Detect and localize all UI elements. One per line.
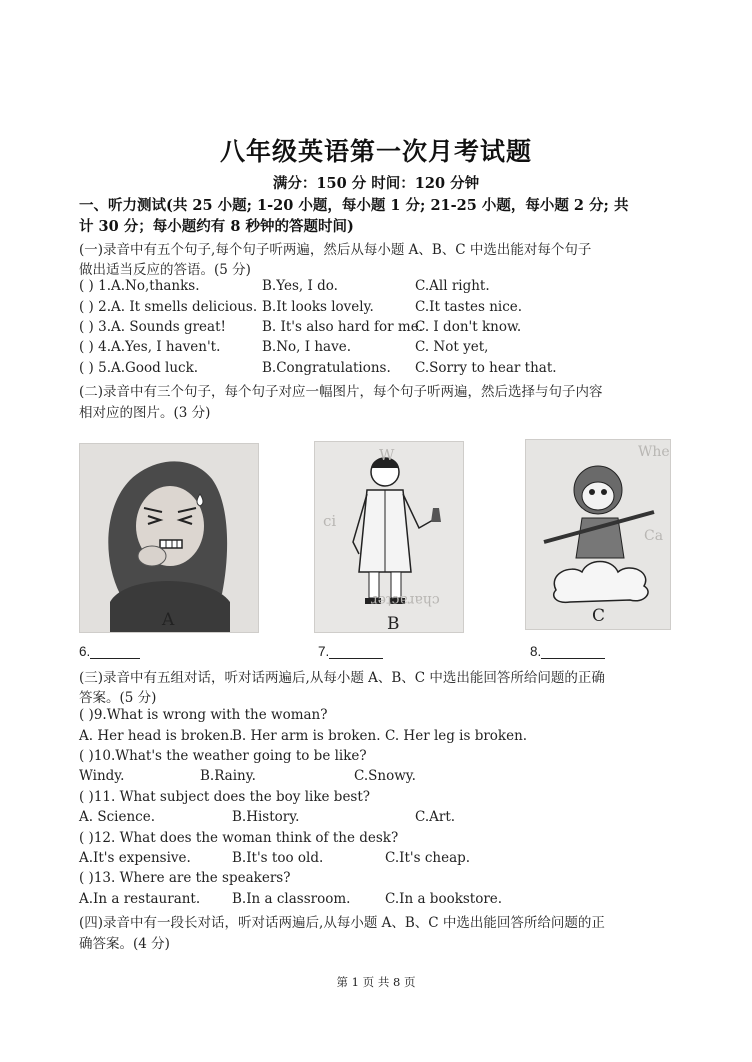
part4-instruction-line2: 确答案。(4 分): [79, 936, 170, 952]
question-1-option-c: C.All right.: [415, 278, 490, 294]
question-9: ( )9.What is wrong with the woman?: [79, 707, 328, 723]
question-11-option-c: C.Art.: [415, 809, 456, 825]
question-13-option-c: C.In a bookstore.: [385, 891, 503, 907]
question-11-option-b: B.History.: [232, 809, 300, 825]
part1-instruction-line1: (一)录音中有五个句子,每个句子听两遍，然后从每小题 A、B、C 中选出能对每个句子: [79, 242, 592, 258]
question-10-option-b: B.Rainy.: [200, 768, 256, 784]
question-4: ( ) 4.A.Yes, I haven't.: [79, 339, 221, 355]
question-1-option-b: B.Yes, I do.: [262, 278, 338, 294]
part3-instruction-line2: 答案。(5 分): [79, 690, 157, 706]
part2-instruction-line2: 相对应的图片。(3 分): [79, 405, 211, 421]
picture-c-bg-text-1: Whe: [638, 444, 670, 460]
picture-b-label: B: [387, 614, 400, 633]
question-10-option-a: Windy.: [79, 768, 125, 784]
picture-c-bg-text-2: Ca: [644, 528, 664, 544]
exam-title: 八年级英语第一次月考试题: [219, 137, 532, 166]
answer-blank-7[interactable]: 7.: [318, 644, 383, 659]
part2-instruction-line1: (二)录音中有三个句子，每个句子对应一幅图片，每个句子听两遍，然后选择与句子内容: [79, 384, 603, 400]
question-12-option-c: C.It's cheap.: [385, 850, 471, 866]
question-9-option-b: B. Her arm is broken.: [232, 728, 381, 744]
question-4-option-b: B.No, I have.: [262, 339, 352, 355]
question-3-option-c: C. I don't know.: [415, 319, 522, 335]
question-12-option-a: A.It's expensive.: [79, 850, 191, 866]
question-12-option-b: B.It's too old.: [232, 850, 324, 866]
part1-instruction-line2: 做出适当反应的答语。(5 分): [79, 262, 251, 278]
picture-b-bg-text-3: character: [371, 592, 440, 608]
answer-blank-6[interactable]: 6.: [79, 644, 140, 659]
question-2: ( ) 2.A. It smells delicious.: [79, 299, 258, 315]
question-13-option-a: A.In a restaurant.: [79, 891, 201, 907]
nervous-woman-illustration: [80, 444, 259, 633]
question-3: ( ) 3.A. Sounds great!: [79, 319, 226, 335]
question-13-option-b: B.In a classroom.: [232, 891, 351, 907]
score-time-line: 满分：150 分 时间：120 分钟: [272, 175, 480, 192]
section-heading-line1: 一、听力测试(共 25 小题; 1-20 小题，每小题 1 分; 21-25 小题，每小题 2 分; 共: [79, 197, 629, 214]
page-number-footer: 第 1 页 共 8 页: [336, 975, 416, 989]
question-10-option-c: C.Snowy.: [354, 768, 416, 784]
question-5-option-b: B.Congratulations.: [262, 360, 391, 376]
question-1: ( ) 1.A.No,thanks.: [79, 278, 200, 294]
picture-c: [525, 439, 671, 630]
part3-instruction-line1: (三)录音中有五组对话，听对话两遍后,从每小题 A、B、C 中选出能回答所给问题的正确: [79, 670, 605, 686]
question-5: ( ) 5.A.Good luck.: [79, 360, 199, 376]
section-heading-line2: 计 30 分；每小题约有 8 秒钟的答题时间): [79, 218, 354, 235]
picture-a: [79, 443, 259, 633]
question-2-option-c: C.It tastes nice.: [415, 299, 523, 315]
question-9-option-c: C. Her leg is broken.: [385, 728, 528, 744]
question-5-option-c: C.Sorry to hear that.: [415, 360, 557, 376]
question-11-option-a: A. Science.: [79, 809, 155, 825]
question-9-option-a: A. Her head is broken.: [79, 728, 234, 744]
picture-a-label: A: [162, 610, 175, 630]
answer-blank-8[interactable]: 8.: [530, 644, 605, 659]
question-10: ( )10.What's the weather going to be like?: [79, 748, 367, 764]
part4-instruction-line1: (四)录音中有一段长对话，听对话两遍后,从每小题 A、B、C 中选出能回答所给问题的正: [79, 915, 605, 931]
picture-b-bg-text-2: ci: [323, 512, 337, 530]
question-3-option-b: B. It's also hard for me.: [262, 319, 423, 335]
picture-b-bg-text-1: W: [379, 446, 395, 464]
question-4-option-c: C. Not yet,: [415, 339, 489, 355]
question-11: ( )11. What subject does the boy like best?: [79, 789, 371, 805]
picture-b: [314, 441, 464, 633]
picture-c-label: C: [592, 606, 606, 626]
question-2-option-b: B.It looks lovely.: [262, 299, 374, 315]
question-13: ( )13. Where are the speakers?: [79, 870, 291, 886]
question-12: ( )12. What does the woman think of the desk?: [79, 830, 399, 846]
